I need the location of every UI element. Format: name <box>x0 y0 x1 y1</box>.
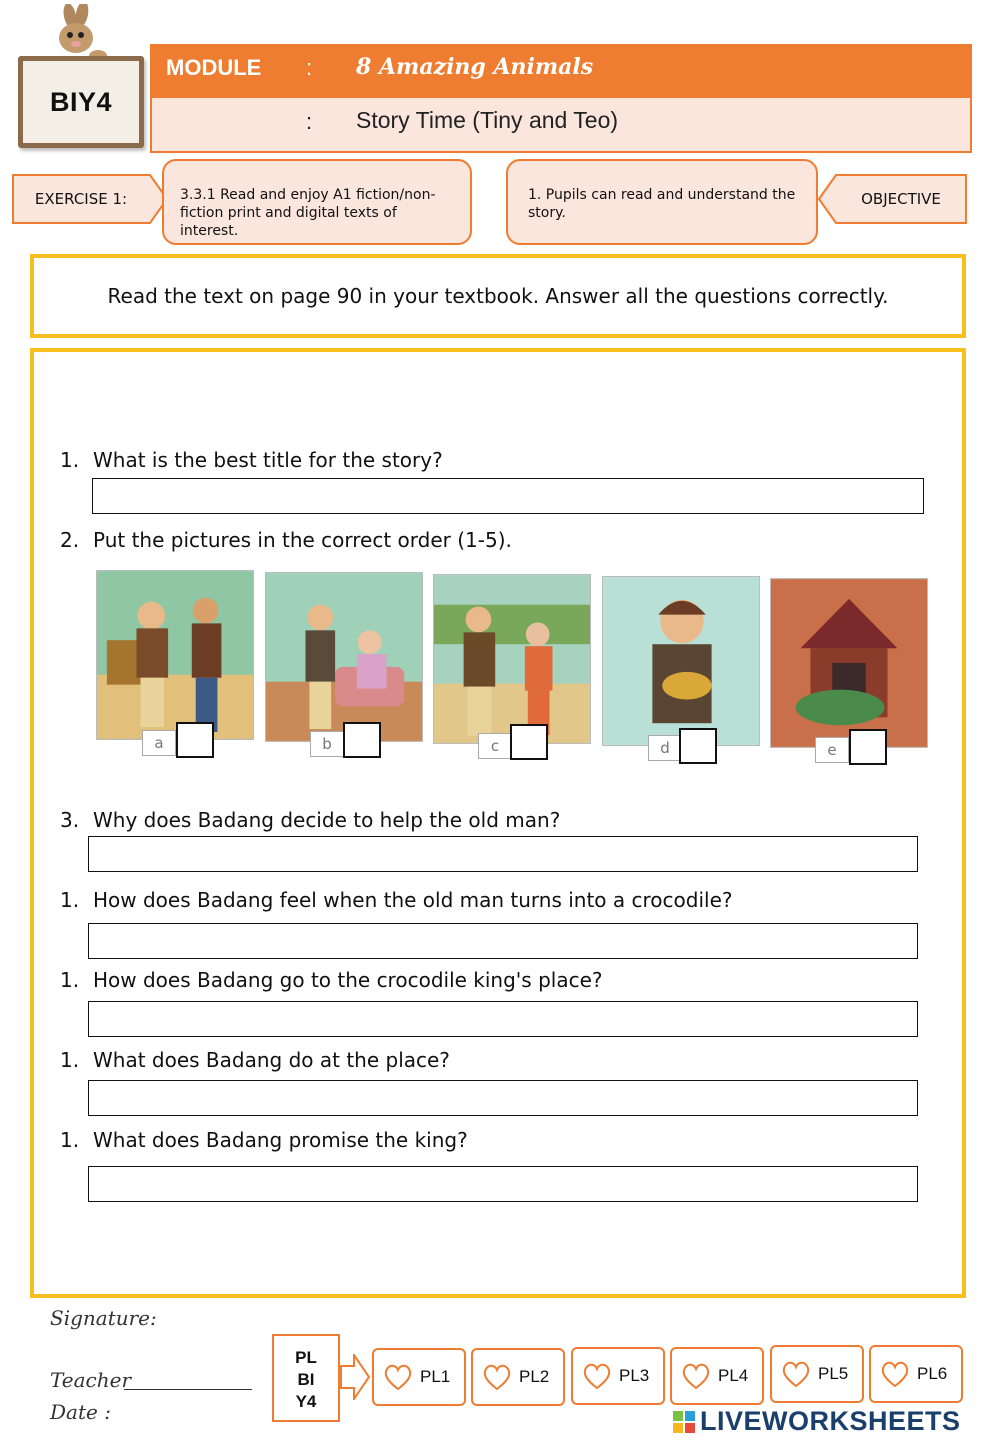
question-text: What does Badang promise the king? <box>93 1128 468 1152</box>
pl-level-label: PL5 <box>818 1364 849 1383</box>
question-number: 3. <box>60 808 80 832</box>
unit-colon: : <box>306 109 313 134</box>
answer-input-6[interactable] <box>88 1080 918 1116</box>
date-label: Date : <box>50 1400 111 1424</box>
pl-box-line: Y4 <box>295 1392 317 1411</box>
story-picture-c <box>433 574 591 744</box>
instruction-text: Read the text on page 90 in your textbook. Answer all the questions correctly. <box>107 284 889 308</box>
pl-arrow-icon <box>340 1354 370 1400</box>
logo-board <box>18 56 144 148</box>
story-picture-b <box>265 572 423 742</box>
exercise-tag: EXERCISE 1: <box>34 190 128 208</box>
picture-label: a <box>142 730 176 756</box>
story-picture-a <box>96 570 254 740</box>
heart-icon <box>382 1361 414 1393</box>
question-number: 1. <box>60 1048 80 1072</box>
question-number: 1. <box>60 448 80 472</box>
pl-level-2[interactable] <box>471 1348 565 1406</box>
answer-input-5[interactable] <box>88 1001 918 1037</box>
teacher-label: Teacher <box>50 1368 132 1392</box>
liveworksheets-brand[interactable]: LIVEWORKSHEETS <box>700 1406 961 1436</box>
unit-title: Story Time (Tiny and Teo) <box>356 107 619 133</box>
answer-input-4[interactable] <box>88 923 918 959</box>
question-text: What does Badang do at the place? <box>93 1048 450 1072</box>
pl-level-label: PL4 <box>718 1366 749 1385</box>
order-input-e[interactable] <box>849 729 887 765</box>
pl-level-label: PL2 <box>519 1367 550 1386</box>
objective-tag: OBJECTIVE <box>861 190 941 208</box>
question-number: 1. <box>60 888 80 912</box>
question-number: 2. <box>60 528 80 552</box>
order-input-a[interactable] <box>176 722 214 758</box>
module-label: MODULE <box>166 55 262 80</box>
question-text: Put the pictures in the correct order (1-5). <box>93 528 512 552</box>
pl-level-5[interactable] <box>770 1345 864 1403</box>
pl-level-4[interactable] <box>670 1347 764 1405</box>
heart-icon <box>780 1358 812 1390</box>
order-input-b[interactable] <box>343 722 381 758</box>
picture-label: e <box>815 737 849 763</box>
question-text: How does Badang feel when the old man turns into a crocodile? <box>93 888 733 912</box>
heart-icon <box>879 1358 911 1390</box>
picture-label: b <box>310 731 344 757</box>
pl-box <box>272 1334 340 1422</box>
question-text: Why does Badang decide to help the old man? <box>93 808 561 832</box>
liveworksheets-logo-icon <box>672 1410 696 1434</box>
heart-icon <box>581 1360 613 1392</box>
answer-input-7[interactable] <box>88 1166 918 1202</box>
pl-level-6[interactable] <box>869 1345 963 1403</box>
module-colon: : <box>306 55 313 80</box>
pl-box-line: PL <box>295 1348 317 1367</box>
signature-label: Signature: <box>50 1306 157 1330</box>
learning-standard: 3.3.1 Read and enjoy A1 fiction/non-fiction print and digital texts of interest. <box>162 159 472 245</box>
order-input-c[interactable] <box>510 724 548 760</box>
story-picture-e <box>770 578 928 748</box>
question-number: 1. <box>60 1128 80 1152</box>
teacher-signature-line[interactable] <box>124 1389 252 1390</box>
pl-level-label: PL3 <box>619 1366 650 1385</box>
order-input-d[interactable] <box>679 728 717 764</box>
question-number: 1. <box>60 968 80 992</box>
logo-text: BIY4 <box>49 87 113 117</box>
pl-level-label: PL1 <box>420 1367 451 1386</box>
pl-box-line: BI <box>297 1370 315 1389</box>
module-title: 8 Amazing Animals <box>356 54 594 80</box>
heart-icon <box>680 1360 712 1392</box>
picture-label: d <box>648 735 682 761</box>
pl-level-label: PL6 <box>917 1364 948 1383</box>
answer-input-3[interactable] <box>88 836 918 872</box>
learning-objective: 1. Pupils can read and understand the story. <box>506 159 818 245</box>
instruction-box <box>30 254 966 338</box>
pl-level-1[interactable] <box>372 1348 466 1406</box>
pl-level-3[interactable] <box>571 1347 665 1405</box>
picture-label: c <box>478 733 512 759</box>
question-text: How does Badang go to the crocodile king's place? <box>93 968 603 992</box>
heart-icon <box>481 1361 513 1393</box>
story-picture-d <box>602 576 760 746</box>
answer-input-1[interactable] <box>92 478 924 514</box>
question-text: What is the best title for the story? <box>93 448 443 472</box>
